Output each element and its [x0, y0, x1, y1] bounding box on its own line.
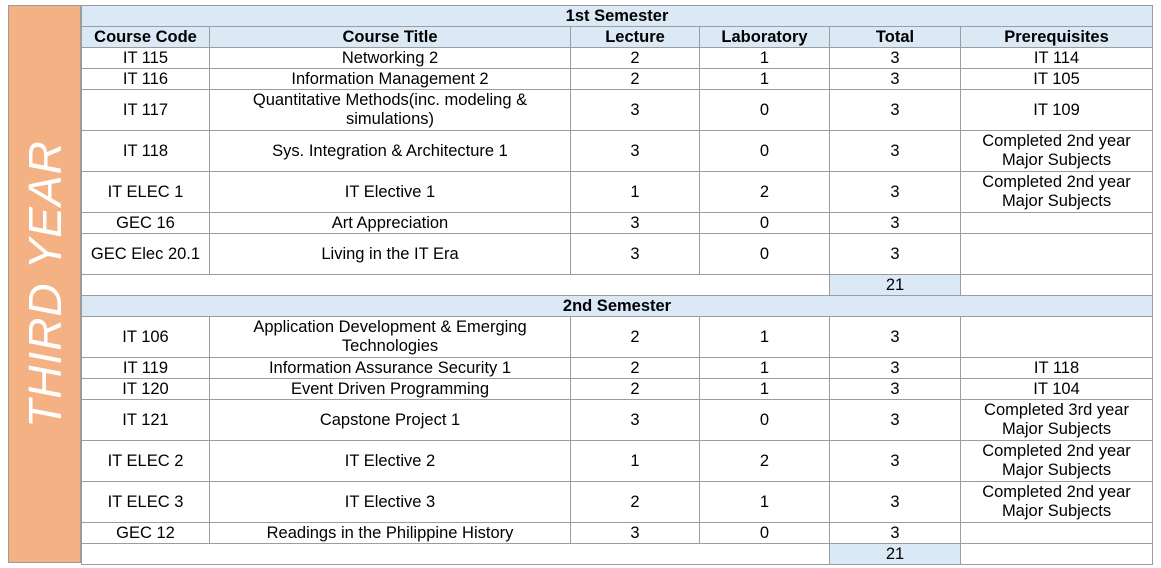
prerequisite: Completed 3rd year Major Subjects — [961, 400, 1153, 441]
prerequisite: IT 118 — [961, 358, 1153, 379]
lab-units: 0 — [700, 90, 830, 131]
lab-units: 0 — [700, 213, 830, 234]
total-units: 3 — [830, 482, 961, 523]
course-title: Living in the IT Era — [210, 234, 571, 275]
prerequisite: IT 109 — [961, 90, 1153, 131]
table-row — [82, 400, 1153, 441]
course-code: IT ELEC 2 — [82, 441, 210, 482]
total-units: 3 — [830, 69, 961, 90]
lecture-units: 3 — [571, 90, 700, 131]
lecture-units: 1 — [571, 172, 700, 213]
lecture-units: 2 — [571, 69, 700, 90]
lecture-units: 3 — [571, 523, 700, 544]
header-course-title: Course Title — [210, 27, 571, 48]
header-prerequisites: Prerequisites — [961, 27, 1153, 48]
lab-units: 0 — [700, 523, 830, 544]
table-row — [82, 523, 1153, 544]
lab-units: 0 — [700, 131, 830, 172]
lab-units: 1 — [700, 379, 830, 400]
table-row — [82, 69, 1153, 90]
course-title: Information Assurance Security 1 — [210, 358, 571, 379]
lab-units: 1 — [700, 358, 830, 379]
semester-total: 21 — [830, 275, 961, 296]
course-code: IT 118 — [82, 131, 210, 172]
course-code: IT 117 — [82, 90, 210, 131]
lab-units: 0 — [700, 234, 830, 275]
course-code: IT 115 — [82, 48, 210, 69]
lecture-units: 2 — [571, 317, 700, 358]
course-title: Networking 2 — [210, 48, 571, 69]
course-code: IT 121 — [82, 400, 210, 441]
lab-units: 2 — [700, 441, 830, 482]
course-title: IT Elective 3 — [210, 482, 571, 523]
table-row — [82, 172, 1153, 213]
total-spacer-end — [961, 544, 1153, 565]
header-total: Total — [830, 27, 961, 48]
course-code: GEC Elec 20.1 — [82, 234, 210, 275]
prerequisite — [961, 213, 1153, 234]
course-title: Quantitative Methods(inc. modeling & simulations) — [210, 90, 571, 131]
table-row — [82, 213, 1153, 234]
table-row — [82, 358, 1153, 379]
prerequisite: IT 114 — [961, 48, 1153, 69]
prerequisite — [961, 317, 1153, 358]
header-lecture: Lecture — [571, 27, 700, 48]
semester-title: 2nd Semester — [82, 296, 1153, 317]
total-units: 3 — [830, 358, 961, 379]
lab-units: 2 — [700, 172, 830, 213]
lab-units: 1 — [700, 48, 830, 69]
lecture-units: 3 — [571, 400, 700, 441]
total-units: 3 — [830, 441, 961, 482]
table-row — [82, 379, 1153, 400]
lecture-units: 2 — [571, 482, 700, 523]
total-units: 3 — [830, 213, 961, 234]
prerequisite: IT 104 — [961, 379, 1153, 400]
lab-units: 1 — [700, 69, 830, 90]
lecture-units: 2 — [571, 379, 700, 400]
prerequisite: Completed 2nd year Major Subjects — [961, 172, 1153, 213]
semester-total: 21 — [830, 544, 961, 565]
prerequisite: Completed 2nd year Major Subjects — [961, 131, 1153, 172]
course-title: Application Development & Emerging Technologies — [210, 317, 571, 358]
total-units: 3 — [830, 48, 961, 69]
table-row — [82, 482, 1153, 523]
course-title: Art Appreciation — [210, 213, 571, 234]
semester-total-row — [82, 544, 1153, 565]
table-row — [82, 131, 1153, 172]
course-code: IT 120 — [82, 379, 210, 400]
prerequisite: Completed 2nd year Major Subjects — [961, 441, 1153, 482]
total-units: 3 — [830, 90, 961, 131]
course-code: GEC 12 — [82, 523, 210, 544]
course-title: Information Management 2 — [210, 69, 571, 90]
total-units: 3 — [830, 317, 961, 358]
semester-total-row — [82, 275, 1153, 296]
course-title: Readings in the Philippine History — [210, 523, 571, 544]
prerequisite: Completed 2nd year Major Subjects — [961, 482, 1153, 523]
lecture-units: 3 — [571, 213, 700, 234]
lecture-units: 3 — [571, 234, 700, 275]
lecture-units: 2 — [571, 358, 700, 379]
table-row — [82, 90, 1153, 131]
total-spacer-end — [961, 275, 1153, 296]
header-laboratory: Laboratory — [700, 27, 830, 48]
semester-header-row — [82, 6, 1153, 27]
total-spacer — [82, 544, 830, 565]
lab-units: 1 — [700, 317, 830, 358]
lecture-units: 2 — [571, 48, 700, 69]
total-units: 3 — [830, 523, 961, 544]
total-units: 3 — [830, 400, 961, 441]
course-code: IT 119 — [82, 358, 210, 379]
prerequisite — [961, 234, 1153, 275]
column-header-row — [82, 27, 1153, 48]
course-title: IT Elective 2 — [210, 441, 571, 482]
course-code: GEC 16 — [82, 213, 210, 234]
table-row — [82, 441, 1153, 482]
course-title: Sys. Integration & Architecture 1 — [210, 131, 571, 172]
course-title: Event Driven Programming — [210, 379, 571, 400]
header-course-code: Course Code — [82, 27, 210, 48]
lab-units: 0 — [700, 400, 830, 441]
total-units: 3 — [830, 131, 961, 172]
total-units: 3 — [830, 379, 961, 400]
lab-units: 1 — [700, 482, 830, 523]
course-code: IT ELEC 1 — [82, 172, 210, 213]
table-row — [82, 317, 1153, 358]
semester-title: 1st Semester — [82, 6, 1153, 27]
total-spacer — [82, 275, 830, 296]
course-title: IT Elective 1 — [210, 172, 571, 213]
table-row — [82, 48, 1153, 69]
course-code: IT ELEC 3 — [82, 482, 210, 523]
year-label: THIRD YEAR — [18, 140, 71, 428]
prerequisite — [961, 523, 1153, 544]
total-units: 3 — [830, 234, 961, 275]
prerequisite: IT 105 — [961, 69, 1153, 90]
lecture-units: 1 — [571, 441, 700, 482]
course-code: IT 116 — [82, 69, 210, 90]
course-code: IT 106 — [82, 317, 210, 358]
course-title: Capstone Project 1 — [210, 400, 571, 441]
year-side-band — [8, 5, 81, 563]
total-units: 3 — [830, 172, 961, 213]
curriculum-table — [81, 5, 1153, 565]
lecture-units: 3 — [571, 131, 700, 172]
table-row — [82, 234, 1153, 275]
semester-header-row — [82, 296, 1153, 317]
